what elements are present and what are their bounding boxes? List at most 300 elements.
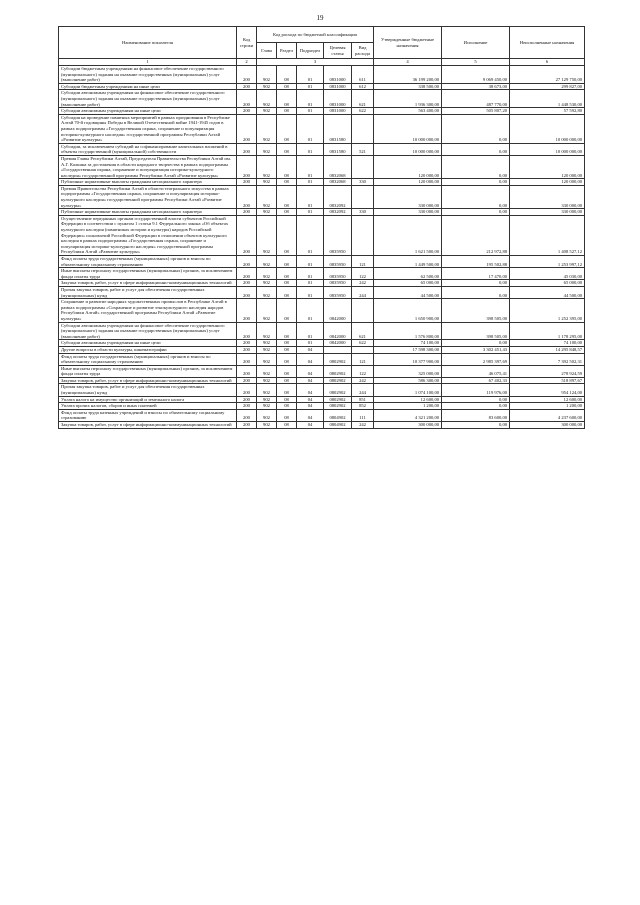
header-row-code: Код строки (237, 27, 257, 59)
row-unexecuted: 1 253 997,12 (510, 256, 585, 268)
row-unexecuted: 27 129 750,00 (510, 66, 585, 84)
row-approved: 1 200,00 (374, 403, 442, 410)
table-row (59, 256, 585, 268)
row-subsection: 04 (297, 422, 324, 429)
row-name: Фонд оплаты труда государственных (муниципальных) органов и взносы по обязательному социальному страхованию (59, 353, 237, 365)
header-target: Целевая статья (324, 43, 352, 59)
row-code: 200 (237, 179, 257, 186)
row-chapter: 902 (257, 256, 277, 268)
row-executed: 0,00 (442, 143, 510, 155)
row-name: Субсидии автономным учреждениям на иные цели (59, 340, 237, 347)
row-approved: 330 000,00 (374, 185, 442, 208)
row-section: 08 (277, 209, 297, 216)
row-unexecuted: 300 000,00 (510, 422, 585, 429)
row-unexecuted: 330 000,00 (510, 209, 585, 216)
row-section: 08 (277, 179, 297, 186)
header-executed: Исполнение (442, 27, 510, 59)
row-target: 0802902 (324, 365, 352, 377)
row-approved: 74 100,00 (374, 340, 442, 347)
row-unexecuted: 10 000 000,00 (510, 114, 585, 143)
row-exp-type: 121 (352, 353, 374, 365)
row-exp-type: 612 (352, 83, 374, 90)
table-row (59, 422, 585, 429)
table-row (59, 340, 585, 347)
row-unexecuted: 278 924,59 (510, 365, 585, 377)
row-code: 200 (237, 322, 257, 340)
header-classification-group: Код расхода по бюджетной классификации (257, 27, 374, 43)
row-approved: 120 000,00 (374, 155, 442, 178)
row-subsection: 01 (297, 66, 324, 84)
row-chapter: 902 (257, 155, 277, 178)
row-approved: 338 500,00 (374, 83, 442, 90)
row-executed: 67 402,33 (442, 377, 510, 384)
row-chapter: 902 (257, 377, 277, 384)
colnum: 2 (237, 59, 257, 66)
row-approved: 65 000,00 (374, 280, 442, 287)
row-unexecuted: 1 178 295,00 (510, 322, 585, 340)
row-target: 0835950 (324, 286, 352, 298)
row-code: 200 (237, 377, 257, 384)
row-name: Фонд оплаты труда казенных учреждений и взносы по обязательному социальному страхованию (59, 409, 237, 421)
row-name: Уплата прочих налогов, сборов и иных платежей (59, 403, 237, 410)
row-chapter: 902 (257, 143, 277, 155)
row-executed: 83 600,00 (442, 409, 510, 421)
row-unexecuted: 10 000 000,00 (510, 143, 585, 155)
row-subsection: 01 (297, 155, 324, 178)
row-section: 08 (277, 365, 297, 377)
row-target: 0802902 (324, 377, 352, 384)
row-name: Субсидии автономным учреждениям на финансовое обеспечение государственного (муниципального) задания на оказание государственных (муниципальных) услуг (выполнение работ) (59, 322, 237, 340)
row-subsection: 04 (297, 377, 324, 384)
row-section: 08 (277, 143, 297, 155)
table-row (59, 403, 585, 410)
table-row (59, 108, 585, 115)
row-approved: 325 000,00 (374, 365, 442, 377)
row-approved: 12 600,00 (374, 396, 442, 403)
row-name: Иные выплаты персоналу государственных (муниципальных) органов, за исключением фонда оплаты труда (59, 365, 237, 377)
row-chapter: 902 (257, 409, 277, 421)
row-subsection: 01 (297, 143, 324, 155)
header-unexecuted: Неисполненные назначения (510, 27, 585, 59)
row-subsection: 04 (297, 409, 324, 421)
row-exp-type: 242 (352, 422, 374, 429)
row-approved: 36 199 200,00 (374, 66, 442, 84)
row-subsection: 01 (297, 215, 324, 255)
row-executed: 212 972,88 (442, 215, 510, 255)
row-subsection: 01 (297, 268, 324, 280)
row-name: Публичные нормативные выплаты гражданам несоциального характера (59, 179, 237, 186)
row-code: 200 (237, 143, 257, 155)
row-section: 08 (277, 185, 297, 208)
row-target: 0835950 (324, 280, 352, 287)
row-chapter: 902 (257, 286, 277, 298)
row-name: Субсидии автономным учреждениям на финансовое обеспечение государственного (муниципального) задания на оказание государственных (муниципальных) услуг (выполнение работ) (59, 90, 237, 108)
row-name: Осуществление переданных органам государственной власти субъектов Российской Федерации в соответствии с пунктом 1 статьи 9.1 Федерального закона «Об объектах культурного наследия (памятниках истории и культуры) народов Российской Федерации» полномочий Российской Федерации в отношении объектов культурного наследия в рамках подпрограммы «Государственная охрана, сохранение и популяризация историко-культурного наследия» государственной программы Республики Алтай «Развитие культуры» (59, 215, 237, 255)
row-name: Премия Главы Республики Алтай, Председателя Правительства Республики Алтай им. А.Г. Калкина за достижения в области народного творчества в рамках подпрограммы «Государственная охрана, сохранение и популяризация историко-культурного наследия» государственной программы Республики Алтай «Развитие культуры» (59, 155, 237, 178)
row-target: 0802902 (324, 396, 352, 403)
table-row (59, 409, 585, 421)
row-approved: 10 000 000,00 (374, 114, 442, 143)
table-row (59, 286, 585, 298)
row-name: Закупка товаров, работ, услуг в сфере информационно-коммуникационных технологий (59, 377, 237, 384)
row-exp-type: 244 (352, 286, 374, 298)
row-subsection: 04 (297, 365, 324, 377)
row-exp-type: 621 (352, 90, 374, 108)
row-exp-type (352, 215, 374, 255)
header-section: Раздел (277, 43, 297, 59)
row-exp-type: 111 (352, 409, 374, 421)
row-approved: 1 650 900,00 (374, 299, 442, 322)
row-code: 200 (237, 185, 257, 208)
row-chapter: 902 (257, 299, 277, 322)
row-code: 200 (237, 353, 257, 365)
row-code: 200 (237, 215, 257, 255)
row-exp-type: 622 (352, 340, 374, 347)
row-executed: 3 302 451,43 (442, 346, 510, 353)
row-target: 0832092 (324, 185, 352, 208)
row-name: Субсидии бюджетным учреждениям на финансовое обеспечение государственного (муниципального) задания на оказание государственных (муниципальных) услуг (выполнение работ) (59, 66, 237, 84)
row-executed: 17 470,00 (442, 268, 510, 280)
row-name: Другие вопросы в области культуры, кинематографии (59, 346, 237, 353)
row-chapter: 902 (257, 353, 277, 365)
row-exp-type: 242 (352, 377, 374, 384)
row-subsection: 01 (297, 108, 324, 115)
row-section: 08 (277, 83, 297, 90)
row-subsection: 01 (297, 322, 324, 340)
row-executed: 2 985 397,69 (442, 353, 510, 365)
row-unexecuted: 120 000,00 (510, 155, 585, 178)
row-code: 200 (237, 268, 257, 280)
row-target: 0804902 (324, 409, 352, 421)
row-subsection: 01 (297, 280, 324, 287)
row-approved: 10 000 000,00 (374, 143, 442, 155)
row-name: Субсидии бюджетным учреждениям на иные цели (59, 83, 237, 90)
row-code: 200 (237, 114, 257, 143)
row-code: 200 (237, 280, 257, 287)
header-exp-type: Вид расхода (352, 43, 374, 59)
table-row (59, 377, 585, 384)
row-code: 200 (237, 346, 257, 353)
budget-table (58, 26, 585, 429)
row-subsection: 01 (297, 299, 324, 322)
row-executed: 46 075,41 (442, 365, 510, 377)
row-subsection: 01 (297, 340, 324, 347)
row-section: 08 (277, 346, 297, 353)
row-subsection: 01 (297, 179, 324, 186)
table-row (59, 90, 585, 108)
row-name: Прочая закупка товаров, работ и услуг для обеспечения государственных (муниципальных) нужд (59, 286, 237, 298)
row-section: 08 (277, 403, 297, 410)
row-code: 200 (237, 396, 257, 403)
page-number: 19 (316, 14, 324, 22)
row-target: 0835950 (324, 215, 352, 255)
row-executed: 0,00 (442, 155, 510, 178)
table-row (59, 143, 585, 155)
row-executed: 38 673,00 (442, 83, 510, 90)
header-chapter: Глава (257, 43, 277, 59)
row-unexecuted: 954 124,00 (510, 384, 585, 396)
row-section: 08 (277, 322, 297, 340)
row-exp-type (352, 185, 374, 208)
row-executed: 0,00 (442, 286, 510, 298)
row-code: 200 (237, 409, 257, 421)
row-name: Сохранение и развитие народных художественных промыслов в Республике Алтай в рамках подпрограммы «Сохранение и развитие этнокультурного наследия народов Республики Алтай» государственной программы Республики Алтай «Развитие культуры» (59, 299, 237, 322)
row-executed: 0,00 (442, 185, 510, 208)
row-target: 0831000 (324, 108, 352, 115)
row-chapter: 902 (257, 346, 277, 353)
row-chapter: 902 (257, 83, 277, 90)
row-exp-type: 852 (352, 403, 374, 410)
header-subsection: Подраздел (297, 43, 324, 59)
row-subsection: 01 (297, 185, 324, 208)
row-exp-type: 611 (352, 66, 374, 84)
row-section: 08 (277, 268, 297, 280)
row-section: 08 (277, 353, 297, 365)
row-chapter: 902 (257, 179, 277, 186)
row-chapter: 902 (257, 185, 277, 208)
table-row (59, 185, 585, 208)
row-approved: 44 500,00 (374, 286, 442, 298)
row-code: 200 (237, 384, 257, 396)
row-subsection: 04 (297, 396, 324, 403)
row-approved: 10 377 900,00 (374, 353, 442, 365)
row-exp-type: 121 (352, 256, 374, 268)
row-chapter: 902 (257, 268, 277, 280)
table-row (59, 299, 585, 322)
row-subsection: 01 (297, 90, 324, 108)
row-target: 0831000 (324, 66, 352, 84)
row-unexecuted: 518 897,67 (510, 377, 585, 384)
row-section: 08 (277, 108, 297, 115)
row-unexecuted: 120 000,00 (510, 179, 585, 186)
column-numbers-row (59, 59, 585, 66)
row-chapter: 902 (257, 365, 277, 377)
row-name: Субсидии автономным учреждениям на иные цели (59, 108, 237, 115)
row-name: Фонд оплаты труда государственных (муниципальных) органов и взносы по обязательному социальному страхованию (59, 256, 237, 268)
table-row (59, 322, 585, 340)
row-code: 200 (237, 286, 257, 298)
table-row (59, 396, 585, 403)
row-section: 08 (277, 256, 297, 268)
row-chapter: 902 (257, 396, 277, 403)
row-target: 0831000 (324, 90, 352, 108)
row-name: Субсидии, за исключением субсидий на софинансирование капитальных вложений в объекты государственной (муниципальной) собственности (59, 143, 237, 155)
row-executed: 0,00 (442, 280, 510, 287)
row-target: 0832092 (324, 209, 352, 216)
row-approved: 120 000,00 (374, 179, 442, 186)
row-code: 200 (237, 66, 257, 84)
table-row (59, 114, 585, 143)
row-target: 0802902 (324, 403, 352, 410)
row-name: Уплата налога на имущество организаций и земельного налога (59, 396, 237, 403)
row-unexecuted: 1 408 527,12 (510, 215, 585, 255)
row-unexecuted: 14 295 848,57 (510, 346, 585, 353)
row-target: 0832068 (324, 179, 352, 186)
row-name: Публичные нормативные выплаты гражданам несоциального характера (59, 209, 237, 216)
row-section: 08 (277, 422, 297, 429)
row-code: 200 (237, 422, 257, 429)
row-name: Субсидия на проведение памятных мероприятий в рамках празднования в Республике Алтай 70-й годовщины Победы в Великой Отечественной войне 1941-1945 годов в рамках подпрограммы «Государственная охрана, сохранение и популяризация историко-культурного наследия» государственной программы Республики Алтай «Развитие культуры» (59, 114, 237, 143)
colnum: 6 (510, 59, 585, 66)
row-section: 08 (277, 280, 297, 287)
table-row (59, 365, 585, 377)
row-exp-type: 242 (352, 280, 374, 287)
row-executed: 487 770,00 (442, 90, 510, 108)
row-approved: 563 400,00 (374, 108, 442, 115)
row-code: 200 (237, 209, 257, 216)
table-header (59, 27, 585, 66)
row-target: 0842000 (324, 340, 352, 347)
row-section: 08 (277, 114, 297, 143)
row-unexecuted: 1 252 395,00 (510, 299, 585, 322)
row-subsection: 04 (297, 403, 324, 410)
row-code: 200 (237, 299, 257, 322)
row-code: 200 (237, 256, 257, 268)
row-unexecuted: 4 237 600,00 (510, 409, 585, 421)
header-approved: Утвержденные бюджетные назначения (374, 27, 442, 59)
row-chapter: 902 (257, 108, 277, 115)
row-unexecuted: 65 000,00 (510, 280, 585, 287)
row-exp-type (352, 114, 374, 143)
row-name: Премия Правительства Республики Алтай в области театрального искусства в рамках подпрограммы «Государственная охрана, сохранение и популяризация историко-культурного наследия» государственной программы Республики Алтай «Развитие культуры» (59, 185, 237, 208)
row-code: 200 (237, 108, 257, 115)
row-unexecuted: 1 200,00 (510, 403, 585, 410)
row-approved: 300 000,00 (374, 422, 442, 429)
row-section: 08 (277, 286, 297, 298)
row-section: 08 (277, 409, 297, 421)
row-section: 08 (277, 155, 297, 178)
table-row (59, 155, 585, 178)
row-section: 08 (277, 377, 297, 384)
row-target: 0842000 (324, 299, 352, 322)
row-executed: 0,00 (442, 396, 510, 403)
table-row (59, 268, 585, 280)
row-unexecuted: 12 600,00 (510, 396, 585, 403)
row-chapter: 902 (257, 280, 277, 287)
row-approved: 1 621 500,00 (374, 215, 442, 255)
row-executed: 0,00 (442, 179, 510, 186)
table-body (59, 66, 585, 429)
row-unexecuted: 45 030,00 (510, 268, 585, 280)
row-code: 200 (237, 155, 257, 178)
row-executed: 398 505,00 (442, 322, 510, 340)
row-executed: 195 502,88 (442, 256, 510, 268)
row-unexecuted: 57 592,80 (510, 108, 585, 115)
row-chapter: 902 (257, 90, 277, 108)
row-exp-type: 122 (352, 268, 374, 280)
row-exp-type (352, 299, 374, 322)
row-chapter: 902 (257, 403, 277, 410)
row-target: 0804902 (324, 422, 352, 429)
row-target: 0832068 (324, 155, 352, 178)
row-code: 200 (237, 340, 257, 347)
row-chapter: 902 (257, 209, 277, 216)
colnum: 1 (59, 59, 237, 66)
row-name: Иные выплаты персоналу государственных (муниципальных) органов, за исключением фонда оплаты труда (59, 268, 237, 280)
row-executed: 9 069 450,00 (442, 66, 510, 84)
row-exp-type (352, 155, 374, 178)
row-name: Закупка товаров, работ, услуг в сфере информационно-коммуникационных технологий (59, 280, 237, 287)
row-exp-type: 244 (352, 384, 374, 396)
row-target (324, 346, 352, 353)
table-row (59, 179, 585, 186)
row-unexecuted: 1 448 530,00 (510, 90, 585, 108)
row-target: 0835950 (324, 256, 352, 268)
row-target: 0802902 (324, 353, 352, 365)
row-target: 0835950 (324, 268, 352, 280)
row-subsection: 04 (297, 353, 324, 365)
row-executed: 505 807,20 (442, 108, 510, 115)
row-executed: 0,00 (442, 422, 510, 429)
row-executed: 119 976,00 (442, 384, 510, 396)
row-exp-type: 330 (352, 179, 374, 186)
row-name: Прочая закупка товаров, работ и услуг для обеспечения государственных (муниципальных) нужд (59, 384, 237, 396)
row-unexecuted: 7 392 502,31 (510, 353, 585, 365)
row-executed: 0,00 (442, 114, 510, 143)
row-chapter: 902 (257, 340, 277, 347)
row-chapter: 902 (257, 422, 277, 429)
row-subsection: 01 (297, 256, 324, 268)
row-chapter: 902 (257, 384, 277, 396)
colnum: 4 (374, 59, 442, 66)
colnum: 3 (257, 59, 374, 66)
row-subsection: 01 (297, 114, 324, 143)
row-unexecuted: 74 100,00 (510, 340, 585, 347)
table-row (59, 215, 585, 255)
row-target: 0831580 (324, 114, 352, 143)
row-target: 0842000 (324, 322, 352, 340)
row-section: 08 (277, 215, 297, 255)
row-executed: 398 505,00 (442, 299, 510, 322)
row-section: 08 (277, 90, 297, 108)
row-executed: 0,00 (442, 209, 510, 216)
row-approved: 586 300,00 (374, 377, 442, 384)
row-subsection: 04 (297, 346, 324, 353)
row-exp-type (352, 346, 374, 353)
row-approved: 1 576 800,00 (374, 322, 442, 340)
row-section: 08 (277, 396, 297, 403)
row-target: 0831000 (324, 83, 352, 90)
row-chapter: 902 (257, 322, 277, 340)
row-code: 200 (237, 403, 257, 410)
row-name: Закупка товаров, работ, услуг в сфере информационно-коммуникационных технологий (59, 422, 237, 429)
row-chapter: 902 (257, 114, 277, 143)
row-code: 200 (237, 365, 257, 377)
row-unexecuted: 330 000,00 (510, 185, 585, 208)
table-row (59, 280, 585, 287)
row-subsection: 01 (297, 209, 324, 216)
row-approved: 1 936 300,00 (374, 90, 442, 108)
row-section: 08 (277, 340, 297, 347)
row-approved: 1 449 500,00 (374, 256, 442, 268)
budget-table-wrapper (58, 26, 584, 429)
header-name: Наименование показателя (59, 27, 237, 59)
row-approved: 4 321 200,00 (374, 409, 442, 421)
row-approved: 1 074 100,00 (374, 384, 442, 396)
row-unexecuted: 299 827,00 (510, 83, 585, 90)
table-row (59, 346, 585, 353)
table-row (59, 353, 585, 365)
row-approved: 330 000,00 (374, 209, 442, 216)
table-row (59, 66, 585, 84)
row-exp-type: 122 (352, 365, 374, 377)
row-subsection: 01 (297, 286, 324, 298)
row-code: 200 (237, 83, 257, 90)
row-approved: 62 500,00 (374, 268, 442, 280)
row-unexecuted: 44 500,00 (510, 286, 585, 298)
row-target: 0802902 (324, 384, 352, 396)
table-row (59, 209, 585, 216)
